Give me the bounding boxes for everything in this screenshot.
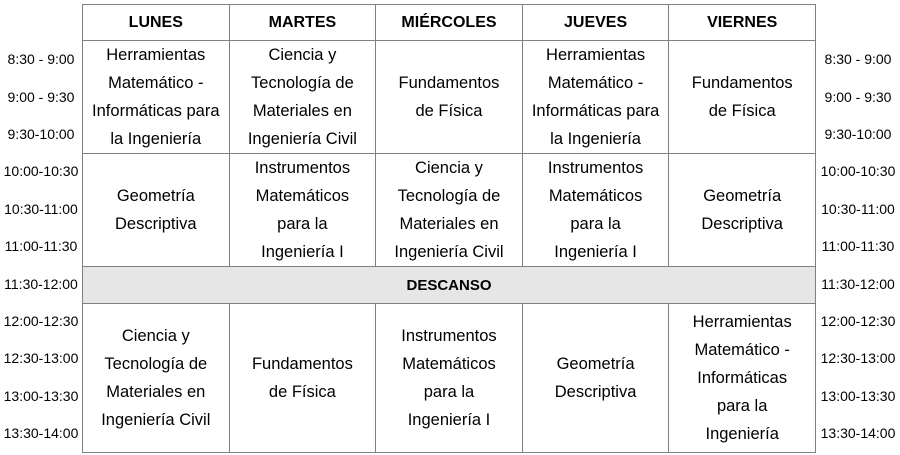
day-header-lunes: LUNES <box>83 5 230 41</box>
break-label: DESCANSO <box>83 267 816 304</box>
class-name-line: Tecnología de <box>397 187 501 205</box>
class-name-line: la Ingeniería <box>550 130 641 148</box>
class-name-line: Ciencia y <box>121 327 190 345</box>
class-cell <box>229 154 376 267</box>
class-name-line: Herramientas <box>546 46 646 64</box>
time-label: 11:30-12:00 <box>4 276 78 292</box>
class-name-line: Ingeniería I <box>407 411 491 429</box>
class-name-line: Matemáticos <box>548 187 643 205</box>
schedule-row <box>83 41 816 154</box>
class-name-line: para la <box>570 215 621 233</box>
class-name-line: Tecnología de <box>251 74 354 92</box>
class-name-line: Fundamentos <box>691 74 793 92</box>
left-time-column <box>0 0 82 455</box>
class-name-line: Ingeniería I <box>261 243 344 261</box>
class-name-line: Informáticas para <box>92 102 220 120</box>
schedule-row <box>83 154 816 267</box>
class-name-line: Matemático - <box>547 74 644 92</box>
time-label: 9:30-10:00 <box>824 126 892 142</box>
time-label: 13:00-13:30 <box>820 388 896 404</box>
class-name-line: para la <box>423 383 475 401</box>
class-name-line: Materiales en <box>399 215 499 233</box>
class-cell <box>83 304 230 453</box>
class-name-line: Instrumentos <box>401 327 497 345</box>
class-name-line: Herramientas <box>692 313 792 331</box>
class-name-line: Matemático - <box>694 341 790 359</box>
class-name-line: Ingeniería I <box>554 243 637 261</box>
class-name-line: Descriptiva <box>114 215 197 233</box>
time-label: 13:00-13:30 <box>3 388 79 404</box>
schedule-table <box>82 4 816 453</box>
class-name-line: para la <box>277 215 328 233</box>
time-label: 10:30-11:00 <box>4 201 78 217</box>
time-label: 12:30-13:00 <box>3 350 79 366</box>
class-cell <box>83 41 230 154</box>
class-cell <box>229 304 376 453</box>
class-name-line: Informáticas <box>697 369 788 387</box>
day-header-viernes: VIERNES <box>669 5 816 41</box>
day-header-jueves: JUEVES <box>522 5 669 41</box>
class-name-line: Matemáticos <box>255 187 350 205</box>
class-name-line: Instrumentos <box>547 159 644 177</box>
class-name-line: Matemáticos <box>402 355 496 373</box>
class-name-line: Herramientas <box>106 46 206 64</box>
header-row <box>83 5 816 41</box>
class-name-line: Fundamentos <box>398 74 500 92</box>
class-cell <box>669 41 816 154</box>
class-cell <box>669 304 816 453</box>
class-name-line: Geometría <box>703 187 782 205</box>
day-header-miercoles: MIÉRCOLES <box>376 5 523 41</box>
class-cell <box>522 41 669 154</box>
class-name-line: Ingeniería <box>705 425 779 443</box>
schedule-row <box>83 304 816 453</box>
time-label: 12:30-13:00 <box>820 350 896 366</box>
class-name-line: Materiales en <box>106 383 206 401</box>
right-time-column <box>816 0 900 455</box>
class-name-line: Tecnología de <box>104 355 208 373</box>
time-label: 8:30 - 9:00 <box>7 51 75 67</box>
class-cell <box>376 41 523 154</box>
class-cell <box>669 154 816 267</box>
class-cell <box>376 154 523 267</box>
class-name-line: para la <box>716 397 768 415</box>
time-label: 11:00-11:30 <box>4 238 78 254</box>
class-cell <box>229 41 376 154</box>
time-label: 9:30-10:00 <box>7 126 75 142</box>
class-name-line: Materiales en <box>252 102 352 120</box>
class-name-line: de Física <box>268 383 336 401</box>
day-header-martes: MARTES <box>229 5 376 41</box>
class-name-line: de Física <box>708 102 776 120</box>
class-name-line: Descriptiva <box>701 215 783 233</box>
time-label: 10:00-10:30 <box>3 163 79 179</box>
class-name-line: Geometría <box>116 187 195 205</box>
class-name-line: Ciencia y <box>268 46 337 64</box>
break-row <box>83 267 816 304</box>
class-cell <box>83 154 230 267</box>
time-label: 12:00-12:30 <box>820 313 896 329</box>
class-name-line: la Ingeniería <box>110 130 202 148</box>
class-name-line: Ingeniería Civil <box>247 130 357 148</box>
class-name-line: de Física <box>415 102 483 120</box>
class-cell <box>522 154 669 267</box>
class-name-line: Ingeniería Civil <box>101 411 211 429</box>
class-name-line: Ciencia y <box>415 159 483 177</box>
time-label: 8:30 - 9:00 <box>824 51 892 67</box>
class-cell <box>376 304 523 453</box>
time-label: 9:00 - 9:30 <box>824 89 892 105</box>
class-name-line: Fundamentos <box>251 355 353 373</box>
time-label: 11:30-12:00 <box>821 276 895 292</box>
time-label: 10:30-11:00 <box>821 201 895 217</box>
time-label: 13:30-14:00 <box>820 425 896 441</box>
class-name-line: Ingeniería Civil <box>394 243 504 261</box>
class-cell <box>522 304 669 453</box>
class-name-line: Informáticas para <box>531 102 660 120</box>
class-name-line: Descriptiva <box>554 383 637 401</box>
time-label: 9:00 - 9:30 <box>7 89 75 105</box>
time-label: 10:00-10:30 <box>820 163 896 179</box>
time-label: 11:00-11:30 <box>821 238 895 254</box>
class-name-line: Geometría <box>556 355 635 373</box>
class-name-line: Instrumentos <box>254 159 351 177</box>
time-label: 12:00-12:30 <box>3 313 79 329</box>
time-label: 13:30-14:00 <box>3 425 79 441</box>
class-name-line: Matemático - <box>108 74 204 92</box>
